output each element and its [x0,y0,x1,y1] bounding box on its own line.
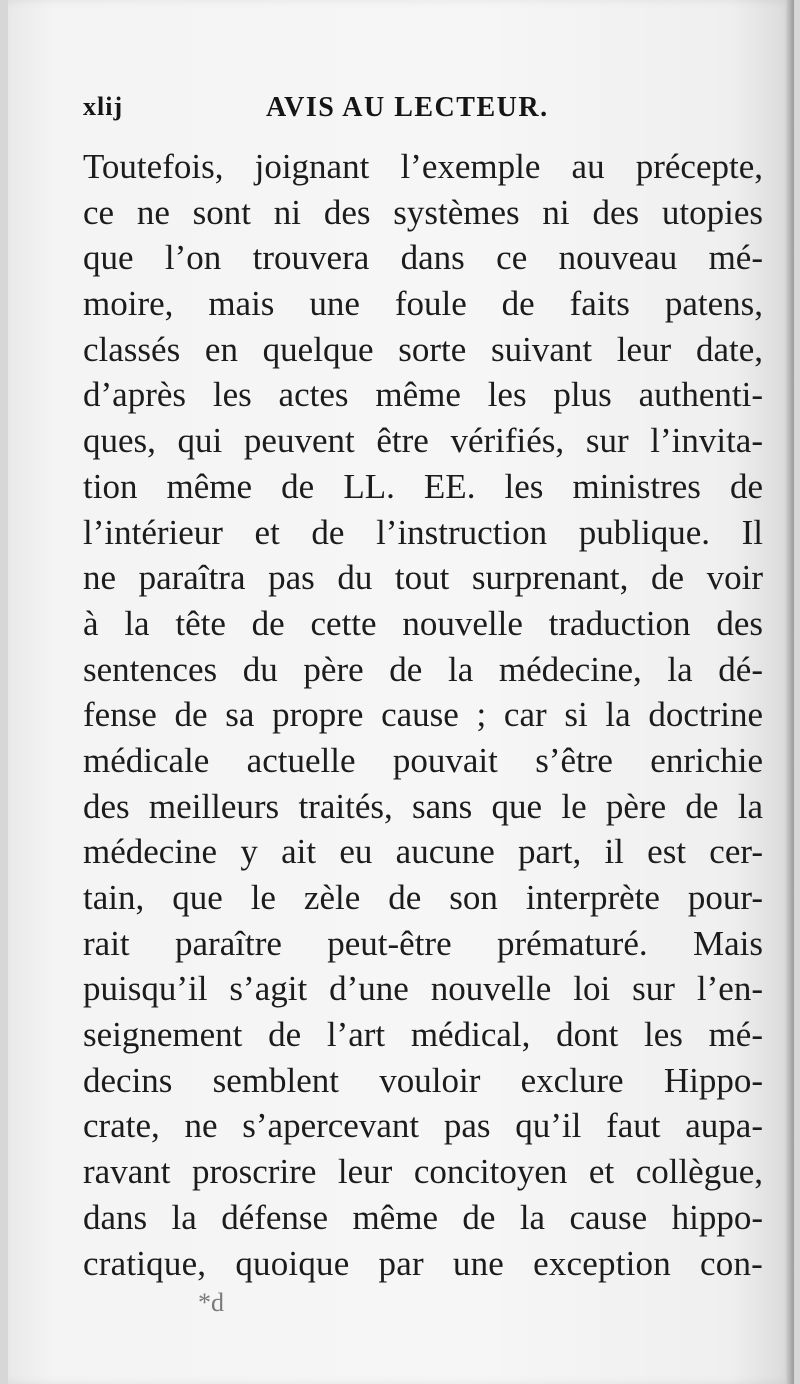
text-line: des meilleurs traités, sans que le père de la [83,786,763,826]
text-line: médecine y ait eu aucune part, il est cer- [83,832,763,872]
text-line: cratique, quoique par une exception con- [83,1243,763,1283]
text-line: Toutefois, joignant l’exemple au précepte, [83,147,763,186]
text-line: seignement de l’art médical, dont les mé- [83,1015,763,1055]
text-line: sentences du père de la médecine, la dé- [83,649,763,689]
text-line: l’intérieur et de l’instruction publique. Il [83,512,763,552]
page-edge-shadow [786,0,794,1384]
text-line: fense de sa propre cause ; car si la doctrine [83,695,763,735]
text-line: médicale actuelle pouvait s’être enrichie [83,740,763,780]
text-line: ravant proscrire leur concitoyen et collègue, [83,1152,763,1192]
text-line: ce ne sont ni des systèmes ni des utopies [83,192,763,232]
page-number: xlij [83,92,124,121]
text-line: que l’on trouvera dans ce nouveau mé- [83,238,763,278]
book-page [8,0,794,1384]
text-line: tain, que le zèle de son interprète pour- [83,878,763,917]
signature-mark: *d [198,1288,224,1317]
text-line: rait paraître peut-être prématuré. Mais [83,923,763,963]
page-header [83,92,763,136]
body-text [83,144,763,1286]
text-line: dans la défense même de la cause hippo- [83,1197,763,1237]
text-line: crate, ne s’apercevant pas qu’il faut aupa- [83,1106,763,1146]
text-line: à la tête de cette nouvelle traduction des [83,603,763,643]
text-line: d’après les actes même les plus authenti- [83,375,763,415]
text-line: decins semblent vouloir exclure Hippo- [83,1060,763,1100]
text-line: puisqu’il s’agit d’une nouvelle loi sur l’en- [83,969,763,1009]
running-title: AVIS AU LECTEUR. [266,92,549,123]
text-line: classés en quelque sorte suivant leur date, [83,329,763,369]
text-line: moire, mais une foule de faits patens, [83,284,763,324]
text-line: ques, qui peuvent être vérifiés, sur l’invita- [83,421,763,461]
text-line: tion même de LL. EE. les ministres de [83,466,763,506]
text-line: ne paraîtra pas du tout surprenant, de voir [83,558,763,598]
